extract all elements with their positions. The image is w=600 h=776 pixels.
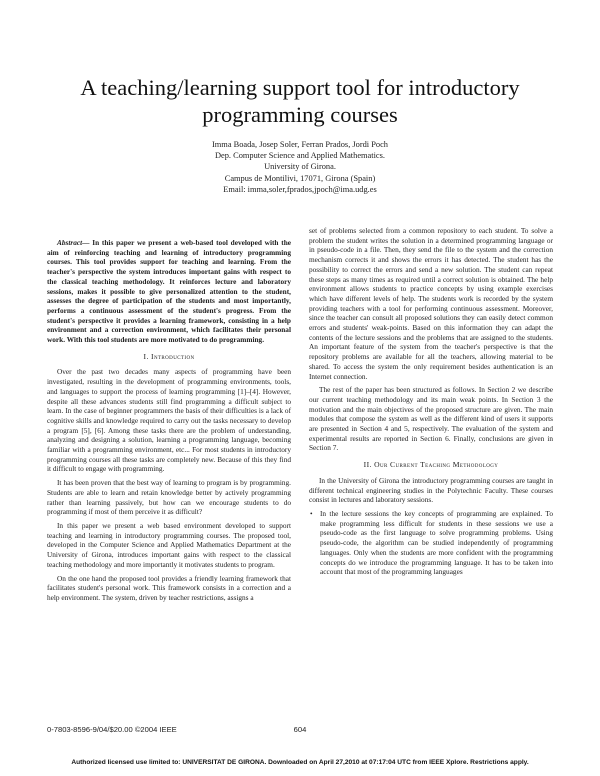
- section-heading-introduction: I. Introduction: [143, 351, 195, 361]
- abstract-lead: Abstract: [57, 238, 83, 247]
- right-paragraph-2: The rest of the paper has been structured as follows. In Section 2 we describe our current teaching methodology and its main weak points. In Section 3 the motivation and the main objectives of the proposed structure are given. The main modules that compose the system as well as the different kind of users it supports are presented in Section 4 and 5, respectively. The evaluation of the system and experimental results are reported in Section 6. Finally, conclusions are given in Section 7.: [309, 385, 553, 453]
- right-paragraph-1: set of problems selected from a common repository to each student. To solve a problem the student writes the solution in a determined programming language or in pseudo-code in a file. Then, they send the file to the system and the correction mechanism corrects it and shows the errors it has detected. The student has the possibility to correct the errors and send a new solution. The student can repeat these steps as many times as required until a correct solution is obtained. The help environment allows students to practice concepts by using example exercises which have different levels of help. The students work is recorded by the system providing teachers with a tool for performing continuous assessment. Moreover, since the teacher can consult all proposed solutions they can easily detect common errors and students' weak-points. Based on this information they can adapt the contents of the lecture sessions and the problems that are assigned to the students. An important feature of the system from the teacher's perspective is that the repository problems are available for all the teachers, allowing material to be shared. To access the system the only requirement besides authentication is an Internet connection.: [309, 226, 553, 381]
- abstract-text: — In this paper we present a web-based tool developed with the aim of reinforcing teaching and learning of introductory programming courses. This tool provides support for teaching and learning. From the teacher's perspective the system introduces important gains with respect to the classical teaching methodology. It reinforces lecture and laboratory sessions, makes it possible to give personalized attention to the student, assesses the degree of participation of the students and most importantly, performs a continuous assessment of the student's progress. From the student's perspective it provides a learning framework, consisting in a help environment and a correction environment, which facilitates their personal work. With this tool students are more motivated to do programming.: [47, 238, 291, 345]
- list-item: [309, 509, 553, 577]
- bullet-icon: •: [310, 508, 313, 518]
- author-department: Dep. Computer Science and Applied Mathematics.: [214, 151, 385, 161]
- author-block: [140, 139, 460, 195]
- intro-paragraph-3: In this paper we present a web based environment developed to support teaching and learning in introductory programming courses. The proposed tool, developed in the Computer Science and Applied Mathematics Department at the University of Girona, introduces important gains with respect to the classical teaching methodology and more importantly it motivates students to program.: [47, 520, 291, 569]
- license-notice: Authorized licensed use limited to: UNIVERSITAT DE GIRONA. Downloaded on April 27,2010 at 07:17:04 UTC from IEEE Xplore. Restrictions apply.: [71, 759, 529, 766]
- intro-paragraph-2: It has been proven that the best way of learning to program is by programming. Students are able to learn and retain knowledge better by actively programming rather than learning passively, but how can we encourage students to do programming if most of them perceive it as difficult?: [47, 478, 291, 517]
- author-names: Imma Boada, Josep Soler, Ferran Prados, Jordi Poch: [212, 140, 388, 149]
- intro-paragraph-1: Over the past two decades many aspects of programming have been investigated, resulting in the development of programming environments, tools, and languages to support the process of learning programming [1]–[4]. However, despite all these advances students still find programming a difficult subject to learn. In the case of beginner programmers the basis of their difficulties is a lack of cognitive skills and knowledge required to carry out the tasks necessary to develop a program [5], [6]. Among these tasks there are the problem of understanding, analyzing and designing a solution, learning a programming language, becoming familiar with a programming environment, etc... For most students in introductory programming courses all these tasks are completely new. Because of this they find it difficult to engage with programming.: [47, 367, 291, 474]
- footer-isbn: 0-7803-8596-9/04/$20.00 ©2004 IEEE: [47, 725, 177, 734]
- left-column: [47, 238, 291, 603]
- title-line-2: programming courses: [202, 102, 398, 127]
- author-address: Campus de Montilivi, 17071, Girona (Spain): [224, 173, 376, 183]
- section-heading-methodology: II. Our Current Teaching Methodology: [363, 460, 499, 470]
- author-university: University of Girona.: [264, 162, 336, 172]
- abstract: [47, 238, 291, 345]
- methodology-bullet-list: [309, 509, 553, 577]
- page-number: 604: [293, 725, 307, 734]
- author-email: Email: imma,soler,fprados,jpoch@ima.udg.es: [223, 184, 377, 194]
- bullet-text: In the lecture sessions the key concepts of programming are explained. To make programming less difficult for students in these sessions we use a pseudo-code as the first language to solve programming problems. Using pseudo-code, the algorithm can be studied independently of programming languages. Only when the students are more confident with the programming concepts do we introduce the programming language. It has to be taken into account that most of the programming languages: [320, 508, 553, 577]
- title-line-1: A teaching/learning support tool for introductory: [80, 75, 520, 100]
- intro-paragraph-4: On the one hand the proposed tool provides a friendly learning framework that facilitates student's personal work. This framework consists in a correction and a help environment. The system, driven by teacher restrictions, assigns a: [47, 573, 291, 602]
- paper-title: [40, 74, 560, 128]
- methodology-paragraph-1: In the University of Girona the introductory programming courses are taught in different technical engineering studies in the Polytechnic Faculty. These courses consist in lectures and laboratory sessions.: [309, 475, 553, 505]
- right-column: [309, 226, 553, 577]
